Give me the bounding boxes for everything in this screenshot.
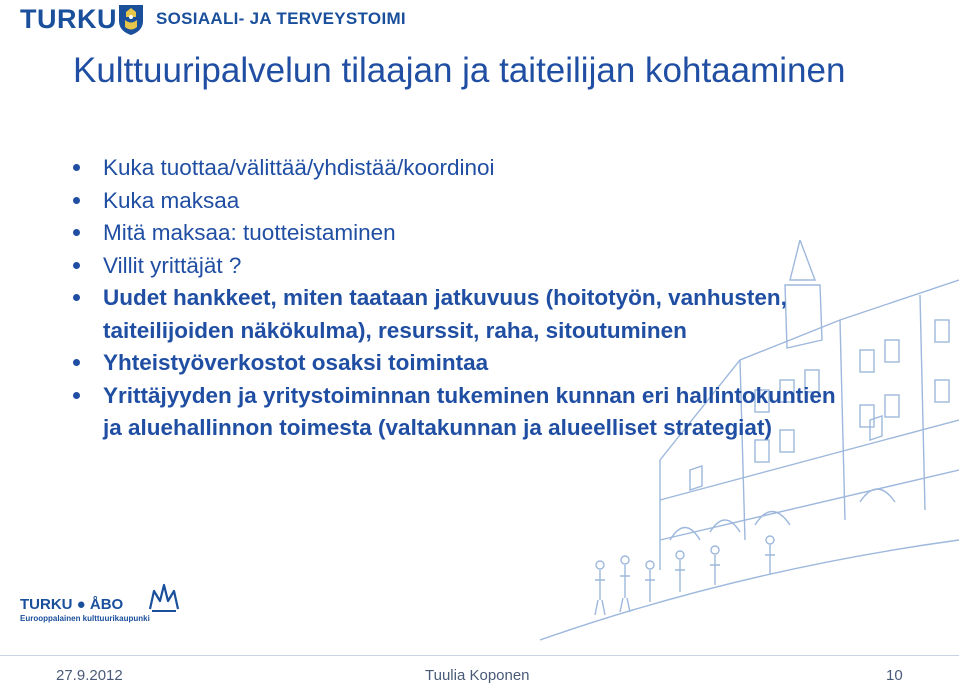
bullet-list: [73, 152, 853, 445]
footer-author: Tuulia Koponen: [425, 667, 530, 684]
bullet-dot-icon: [73, 164, 80, 171]
bullet-dot-icon: [73, 262, 80, 269]
bullet-dot-icon: [73, 197, 80, 204]
bullet-dot-icon: [73, 359, 80, 366]
slide-title: Kulttuuripalvelun tilaajan ja taiteilijan kohtaaminen: [73, 51, 846, 90]
logo-subtitle: Eurooppalainen kulttuurikaupunki: [20, 614, 150, 623]
logo-wordmark: TURKU ● ÅBO: [20, 596, 124, 613]
bullet-dot-icon: [73, 392, 80, 399]
bullet-dot-icon: [73, 229, 80, 236]
bullet-item: Kuka tuottaa/välittää/yhdistää/koordinoi: [73, 152, 853, 185]
bullet-item: Kuka maksaa: [73, 185, 853, 218]
page-number: 10: [886, 667, 903, 684]
bullet-item: Yhteistyöverkostot osaksi toimintaa: [73, 347, 853, 380]
bullet-dot-icon: [73, 294, 80, 301]
culture-capital-logo: [20, 583, 180, 628]
bullet-item: Uudet hankkeet, miten taataan jatkuvuus (hoitotyön, vanhusten, taiteilijoiden näkökulma), resurssit, raha, sitoutuminen: [73, 282, 853, 347]
slide-header: [0, 0, 959, 40]
brand-turku: TURKU: [20, 4, 117, 34]
footer-divider: [0, 655, 959, 656]
bullet-item: Yrittäjyyden ja yritystoiminnan tukeminen kunnan eri hallintokuntien ja aluehallinnon toimesta (valtakunnan ja alueelliset strategiat): [73, 380, 853, 445]
bullet-item: Villit yrittäjät ?: [73, 250, 853, 283]
city-crest-icon: [117, 3, 145, 36]
crown-icon: [148, 583, 180, 613]
footer-date: 27.9.2012: [56, 667, 123, 684]
bullet-item: Mitä maksaa: tuotteistaminen: [73, 217, 853, 250]
department-name: SOSIAALI- JA TERVEYSTOIMI: [156, 9, 406, 28]
